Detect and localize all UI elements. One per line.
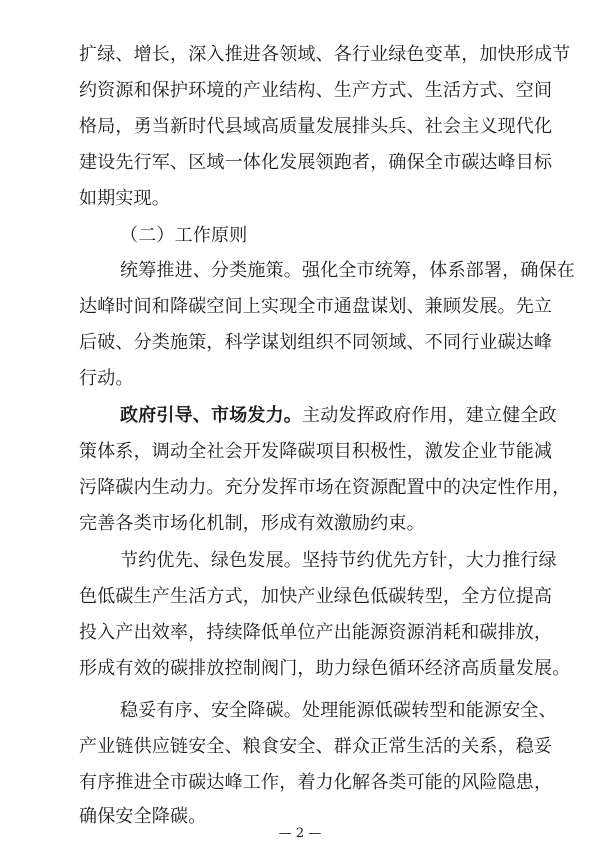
line-segment: 策体系，调动全社会开发降碳项目积极性，激发企业节能减	[79, 441, 553, 462]
heading-text: （二）工作原则	[120, 225, 248, 246]
line-segment: 坚持节约优先方针，大力推行绿	[302, 550, 557, 571]
line-segment: 污降碳内生动力。充分发挥市场在资源配置中的决定性作用，	[79, 477, 571, 498]
line-segment: 约资源和保护环境的产业结构、生产方式、生活方式、空间	[79, 80, 553, 101]
line-segment: 强化全市统筹，体系部署，确保在	[302, 260, 575, 281]
line-segment: 主动发挥政府作用，建立健全政	[302, 405, 557, 426]
text-line	[79, 772, 552, 794]
line-segment: 后破、分类施策，科学谋划组织不同领域、不同行业碳达峰	[79, 332, 553, 353]
line-segment: 确保安全降碳。	[79, 806, 207, 827]
line-segment: 完善各类市场化机制，形成有效激励约束。	[79, 513, 425, 534]
text-line	[79, 736, 552, 758]
page-number: — 2 —	[278, 826, 322, 841]
paragraph-lead: 政府引导、市场发力。	[120, 405, 302, 426]
line-segment: 处理能源低碳转型和能源安全、	[302, 700, 557, 721]
text-line	[79, 806, 206, 828]
line-segment: 如期实现。	[79, 188, 170, 209]
paragraph-lead: 统筹推进、分类施策。	[120, 260, 302, 281]
line-segment: 建设先行军、区域一体化发展领跑者，确保全市碳达峰目标	[79, 152, 553, 173]
line-segment: 产业链供应链安全、粮食安全、群众正常生活的关系，稳妥	[79, 736, 553, 757]
line-segment: 行动。	[79, 368, 134, 389]
line-segment: 达峰时间和降碳空间上实现全市通盘谋划、兼顾发展。先立	[79, 296, 553, 317]
line-segment: 投入产出效率，持续降低单位产出能源资源消耗和碳排放，	[79, 622, 553, 643]
paragraph-lead: 节约优先、绿色发展。	[120, 550, 302, 571]
text-line	[120, 700, 557, 722]
line-segment: 格局，勇当新时代县域高质量发展排头兵、社会主义现代化	[79, 116, 553, 137]
line-segment: 有序推进全市碳达峰工作，着力化解各类可能的风险隐患，	[79, 772, 553, 793]
paragraph-lead: 稳妥有序、安全降碳。	[120, 700, 302, 721]
line-segment: 扩绿、增长，深入推进各领域、各行业绿色变革，加快形成节	[79, 44, 571, 65]
line-segment: 形成有效的碳排放控制阀门，助力绿色循环经济高质量发展。	[79, 658, 571, 679]
line-segment: 色低碳生产生活方式，加快产业绿色低碳转型，全方位提高	[79, 586, 553, 607]
